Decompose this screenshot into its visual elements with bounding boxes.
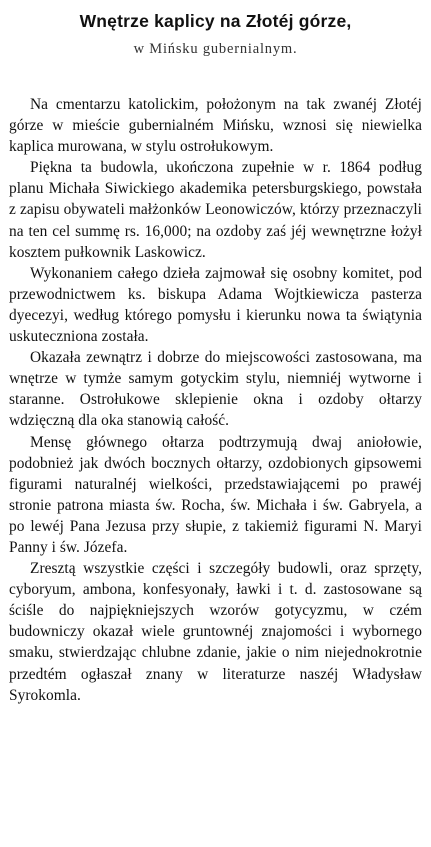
article-body — [9, 94, 422, 706]
paragraph-altars: Mensę głównego ołtarza podtrzymują dwaj aniołowie, podobnież jak dwóch bocznych ołtarzy, ozdobionych gipsowemi figurami naturalnéj wielkości, przedstawiającemi po prawéj stronie patrona miasta św. Rocha, św. Michała i św. Gabryela, a po lewéj Pana Jezusa przy słupie, z takiemiż figurami N. Maryi Panny i św. Józefa. — [9, 433, 422, 556]
article-title: Wnętrze kaplicy na Złotéj górze, — [79, 11, 352, 31]
paragraph-construction: Piękna ta budowla, ukończona zupełnie w r. 1864 podług planu Michała Siwickiego akademika petersburgskiego, powstała z zapisu obywateli małżonków Leonowiczów, którzy przeznaczyli na ten cel summę rs. 16,000; na ozdoby zaś jéj wewnętrzne łożył kosztem pułkownik Laskowicz. — [9, 159, 422, 261]
article-subtitle: w Mińsku gubernialnym. — [133, 41, 298, 57]
paragraph-cemetery-chapel: Na cmentarzu katolickim, położonym na tak zwanéj Złotéj górze w mieście gubernialném Mińsku, wznosi się niewielka kaplica murowana, w stylu ostrołukowym. — [9, 96, 422, 156]
paragraph-committee: Wykonaniem całego dzieła zajmował się osobny komitet, pod przewodnictwem ks. biskupa Adama Wojtkiewicza pasterza dyecezyi, według którego pomysłu i kierunku nowa ta świątynia uskuteczniona została. — [9, 264, 422, 346]
paragraph-interior-style: Okazała zewnątrz i dobrze do miejscowości zastosowana, ma wnętrze w tymże samym gotyckim stylu, niemniéj wytworne i staranne. Ostrołukowe sklepienie okna i ozdoby ołtarzy wdzięczną dla oka stanowią całość. — [9, 349, 422, 430]
paragraph-furnishings: Zresztą wszystkie części i szczegóły budowli, oraz sprzęty, cyboryum, ambona, konfesyonały, ławki i t. d. zastosowane są ściśle do najpiękniejszych wzorów gotycyzmu, w czém budowniczy okazał wiele gruntownéj znajomości i wybornego smaku, stwierdzając chlubne zdanie, jakie o nim niejednokrotnie przedtém ogłaszał znany w literaturze naszéj Władysław Syrokomla. — [9, 560, 422, 704]
